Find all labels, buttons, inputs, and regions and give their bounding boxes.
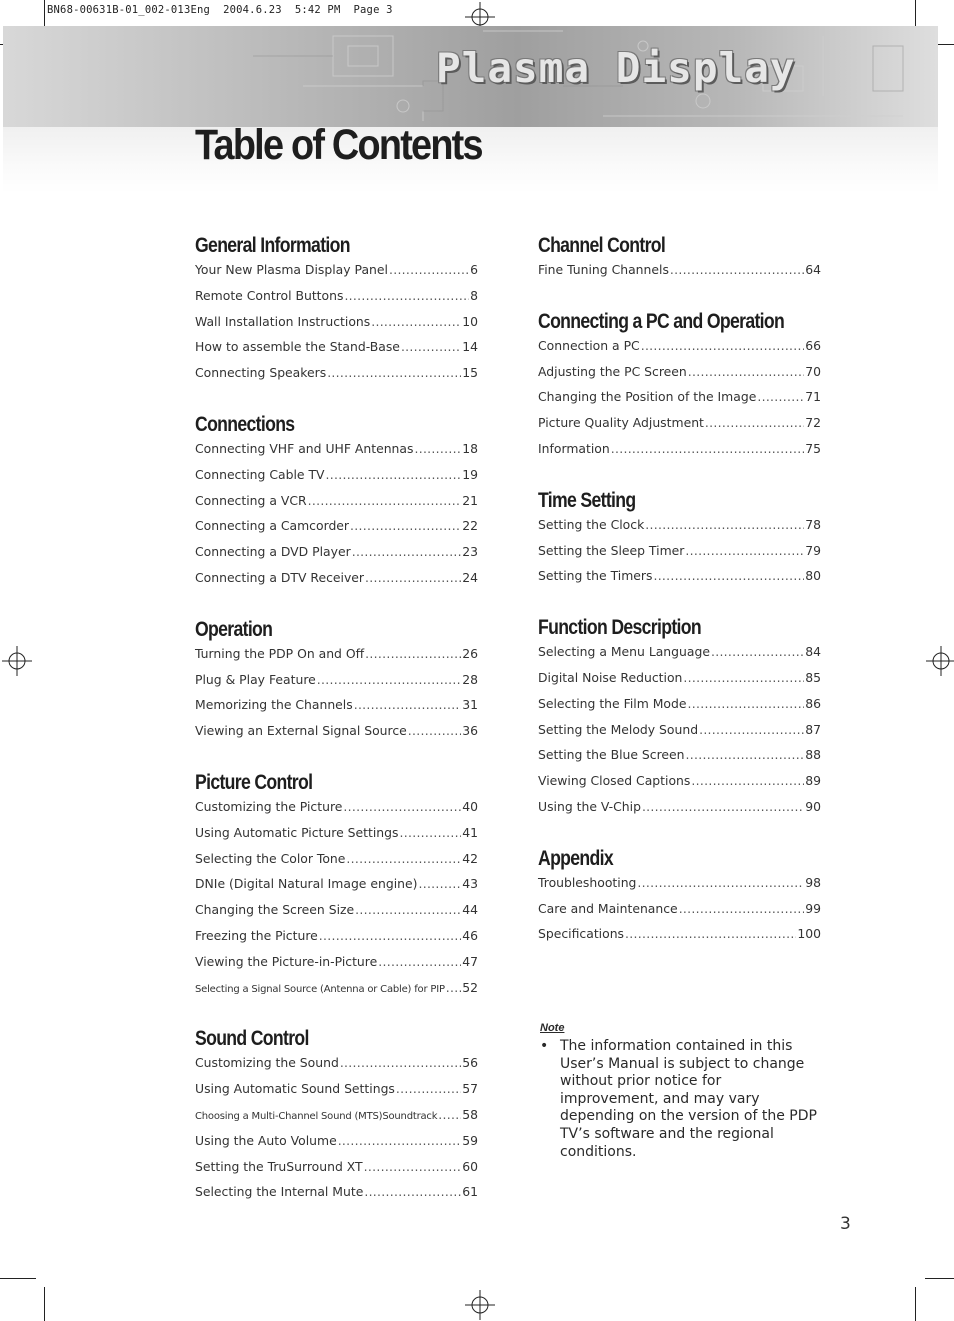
entry-title: Connecting a DTV Receiver [195,569,364,585]
entry-page: 64 [805,262,821,277]
entry-page: 66 [805,337,821,353]
toc-entry[interactable] [195,1133,478,1159]
section-title: Sound Control [195,1027,309,1051]
entry-page: 86 [805,695,821,711]
entry-title: Information [538,440,610,456]
toc-entry[interactable] [195,288,478,314]
entry-page: 56 [462,1055,478,1071]
entry-title: Connecting Speakers [195,365,327,381]
entry-page: 26 [462,645,478,661]
entry-title: Setting the Timers [538,568,653,584]
entry-page: 85 [805,669,821,685]
dot-leader [350,518,461,533]
dot-leader [686,747,805,762]
toc-entry[interactable] [195,544,478,570]
entry-title: DNIe (Digital Natural Image engine) [195,876,418,892]
toc-entry[interactable] [195,1107,478,1133]
section-title: Time Setting [538,488,636,512]
toc-entry[interactable] [195,825,478,851]
dot-leader [688,364,804,379]
dot-leader [365,646,461,661]
entry-title: Connecting a DVD Player [195,544,351,560]
entry-page: 21 [462,492,478,508]
dot-leader [365,570,461,585]
entry-title: Setting the Blue Screen [538,747,685,763]
toc-entry[interactable] [538,517,821,543]
toc-entry[interactable] [195,314,478,340]
section-title: Channel Control [538,234,666,257]
dot-leader [645,517,804,532]
dot-leader [340,1055,461,1070]
dot-leader [438,1107,461,1122]
dot-leader [408,723,461,738]
entry-page: 60 [462,1158,478,1174]
toc-entry[interactable] [538,415,821,441]
entry-page: 80 [805,568,821,584]
crop-mark [925,1278,954,1279]
entry-page: 79 [805,542,821,558]
entry-title: Selecting the Color Tone [195,850,346,866]
entry-title: Setting the Clock [538,516,645,532]
crop-mark [44,1287,45,1321]
dot-leader [378,954,461,969]
entry-title: Turning the PDP On and Off [195,645,365,661]
entry-title: Selecting a Menu Language [538,644,710,660]
entry-page: 8 [470,287,478,303]
entry-title: Customizing the Picture [195,798,343,814]
entry-page: 41 [462,824,478,840]
entry-page: 22 [462,518,478,534]
toc-entry[interactable] [195,672,478,698]
entry-page: 61 [462,1184,478,1200]
crop-mark [915,1287,916,1321]
entry-title: Choosing a Multi-Channel Sound (MTS)Soundtrack [195,1110,438,1122]
toc-section [538,232,821,288]
entry-page: 100 [797,926,821,942]
toc-section [195,1025,478,1210]
note-body [540,1038,818,1161]
dot-leader [364,1159,462,1174]
toc-entry[interactable] [195,262,478,288]
toc-entry[interactable] [538,389,821,415]
entry-title: Connecting VHF and UHF Antennas [195,440,414,456]
toc-section [195,769,478,1005]
dot-leader [685,543,804,558]
entry-title: Setting the Melody Sound [538,721,699,737]
entry-page: 47 [462,953,478,969]
dot-leader [414,441,461,456]
toc-entry[interactable] [195,697,478,723]
dot-leader [683,670,804,685]
entry-title: Using Automatic Picture Settings [195,824,399,840]
entry-page: 23 [462,544,478,560]
dot-leader [354,697,462,712]
entry-page: 52 [462,979,478,995]
entry-title: Setting the Sleep Timer [538,542,685,558]
dot-leader [371,314,461,329]
dot-leader [401,339,461,354]
dot-leader [418,876,461,891]
toc-entry[interactable] [195,365,478,391]
dot-leader [637,875,804,890]
toc-entry[interactable] [538,799,821,825]
print-slug: BN68-00631B-01_002-013Eng 2004.6.23 5:42 PM Page 3 [47,4,393,16]
entry-page: 72 [805,415,821,431]
toc-entry[interactable] [538,696,821,722]
toc-entry[interactable] [538,262,821,288]
toc-left-column [195,232,478,1210]
entry-title: Your New Plasma Display Panel [195,262,388,277]
entry-page: 6 [470,262,478,277]
entry-page: 15 [462,365,478,381]
toc-entry[interactable] [195,954,478,980]
entry-title: Adjusting the PC Screen [538,363,687,379]
dot-leader [705,415,804,430]
dot-leader [679,901,805,916]
toc-entry[interactable] [195,570,478,596]
section-title: General Information [195,234,350,257]
registration-mark-icon [2,646,32,676]
entry-page: 78 [805,516,821,532]
toc-entry[interactable] [538,644,821,670]
entry-title: Using the V-Chip [538,798,641,814]
entry-title: Remote Control Buttons [195,287,344,303]
dot-leader [653,568,804,583]
toc-entry[interactable] [195,518,478,544]
dot-leader [399,825,461,840]
entry-page: 89 [805,773,821,789]
entry-title: Freezing the Picture [195,927,318,943]
entry-page: 84 [805,644,821,660]
toc-entry[interactable] [195,1184,478,1210]
dot-leader [641,338,805,353]
entry-title: Selecting a Signal Source (Antenna or Cable) for PIP [195,983,445,995]
toc-entry[interactable] [195,928,478,954]
entry-page: 42 [462,850,478,866]
dot-leader [338,1133,462,1148]
entry-title: Customizing the Sound [195,1055,339,1071]
toc-entry[interactable] [195,646,478,672]
entry-title: Digital Noise Reduction [538,669,683,685]
toc-entry[interactable] [195,339,478,365]
entry-title: Wall Installation Instructions [195,313,371,329]
entry-title: Specifications [538,926,625,942]
entry-title: Changing the Screen Size [195,902,355,918]
entry-title: Picture Quality Adjustment [538,415,704,431]
entry-page: 71 [805,389,821,405]
entry-title: Fine Tuning Channels [538,262,669,277]
toc-entry[interactable] [538,441,821,467]
section-title: Connecting a PC and Operation [538,309,785,333]
entry-page: 18 [462,440,478,456]
toc-entry[interactable] [538,364,821,390]
toc-entry[interactable] [538,722,821,748]
entry-page: 44 [462,902,478,918]
dot-leader [699,722,804,737]
entry-title: Connecting Cable TV [195,466,325,482]
section-title: Appendix [538,846,613,870]
section-title: Function Description [538,616,701,640]
entry-page: 57 [462,1081,478,1097]
entry-page: 10 [462,313,478,329]
dot-leader [319,928,461,943]
toc-entry[interactable] [195,1081,478,1107]
entry-title: Connecting a Camcorder [195,518,350,534]
toc-entry[interactable] [195,1055,478,1081]
entry-page: 59 [462,1132,478,1148]
dot-leader [364,1184,461,1199]
toc-section [195,232,478,391]
entry-title: Selecting the Film Mode [538,695,687,711]
toc-entry[interactable] [195,441,478,467]
entry-page: 98 [805,874,821,890]
entry-page: 87 [805,721,821,737]
entry-title: Troubleshooting [538,874,637,890]
dot-leader [389,262,469,277]
entry-page: 24 [462,569,478,585]
toc-entry[interactable] [195,851,478,877]
entry-title: Connection a PC [538,337,640,353]
toc-section [538,614,821,825]
bullet-icon: • [540,1038,549,1054]
dot-leader [308,493,462,508]
entry-page: 99 [805,900,821,916]
entry-title: Viewing Closed Captions [538,773,691,789]
entry-page: 31 [462,697,478,713]
entry-page: 75 [805,440,821,456]
dot-leader [711,644,804,659]
dot-leader [317,672,461,687]
entry-page: 46 [462,927,478,943]
entry-title: Viewing the Picture-in-Picture [195,953,378,969]
toc-entry[interactable] [195,493,478,519]
entry-page: 14 [462,339,478,355]
toc-entry[interactable] [538,568,821,594]
entry-title: Connecting a VCR [195,492,307,508]
entry-page: 28 [462,671,478,687]
entry-page: 43 [462,876,478,892]
toc-entry[interactable] [195,467,478,493]
entry-page: 70 [805,363,821,379]
entry-title: Viewing an External Signal Source [195,723,407,739]
toc-section [538,487,821,594]
brand-logo-text: Plasma Display [436,44,796,92]
dot-leader [352,544,462,559]
dot-leader [326,467,462,482]
toc-entry[interactable] [538,543,821,569]
entry-page: 88 [805,747,821,763]
toc-entry[interactable] [538,338,821,364]
dot-leader [343,799,461,814]
dot-leader [687,696,804,711]
entry-title: Setting the TruSurround XT [195,1158,363,1174]
toc-entry[interactable] [195,799,478,825]
dot-leader [625,926,796,941]
toc-entry[interactable] [195,876,478,902]
dot-leader [346,851,461,866]
toc-entry[interactable] [538,901,821,927]
toc-entry[interactable] [538,875,821,901]
dot-leader [344,288,469,303]
toc-entry[interactable] [195,980,478,1006]
crop-mark [0,1278,36,1279]
section-title: Connections [195,412,295,436]
toc-entry[interactable] [538,926,821,952]
note-text: The information contained in this User’s Manual is subject to change without prior notice for improvement, and may vary depending on the version of the PDP TV’s software and the regional conditions. [560,1038,817,1160]
section-title: Operation [195,617,273,641]
entry-title: Changing the Position of the Image [538,389,757,405]
entry-page: 90 [805,798,821,814]
dot-leader [691,773,804,788]
section-title: Picture Control [195,770,313,794]
toc-entry[interactable] [195,1159,478,1185]
toc-entry[interactable] [538,670,821,696]
note-label: Note [540,1022,565,1034]
dot-leader [446,980,461,995]
toc-entry[interactable] [195,723,478,749]
dot-leader [611,441,804,456]
dot-leader [355,902,461,917]
entry-title: Plug & Play Feature [195,671,316,687]
dot-leader [327,365,461,380]
page-number: 3 [840,1214,851,1234]
dot-leader [642,799,804,814]
dot-leader [757,389,804,404]
entry-title: Using the Auto Volume [195,1132,337,1148]
page-title: Table of Contents [195,121,482,169]
dot-leader [396,1081,461,1096]
entry-title: Care and Maintenance [538,900,678,916]
registration-mark-icon [465,1290,495,1320]
toc-entry[interactable] [538,773,821,799]
toc-section [195,616,478,749]
entry-page: 40 [462,798,478,814]
dot-leader [670,262,804,277]
entry-page: 36 [462,723,478,739]
toc-right-column [538,232,821,952]
toc-section [538,845,821,952]
entry-title: Selecting the Internal Mute [195,1184,364,1200]
entry-title: How to assemble the Stand-Base [195,339,400,355]
toc-entry[interactable] [538,747,821,773]
registration-mark-icon [926,646,954,676]
entry-title: Memorizing the Channels [195,697,353,713]
toc-section [195,411,478,596]
entry-page: 58 [462,1106,478,1122]
toc-entry[interactable] [195,902,478,928]
toc-section [538,308,821,467]
entry-page: 19 [462,466,478,482]
entry-title: Using Automatic Sound Settings [195,1081,395,1097]
